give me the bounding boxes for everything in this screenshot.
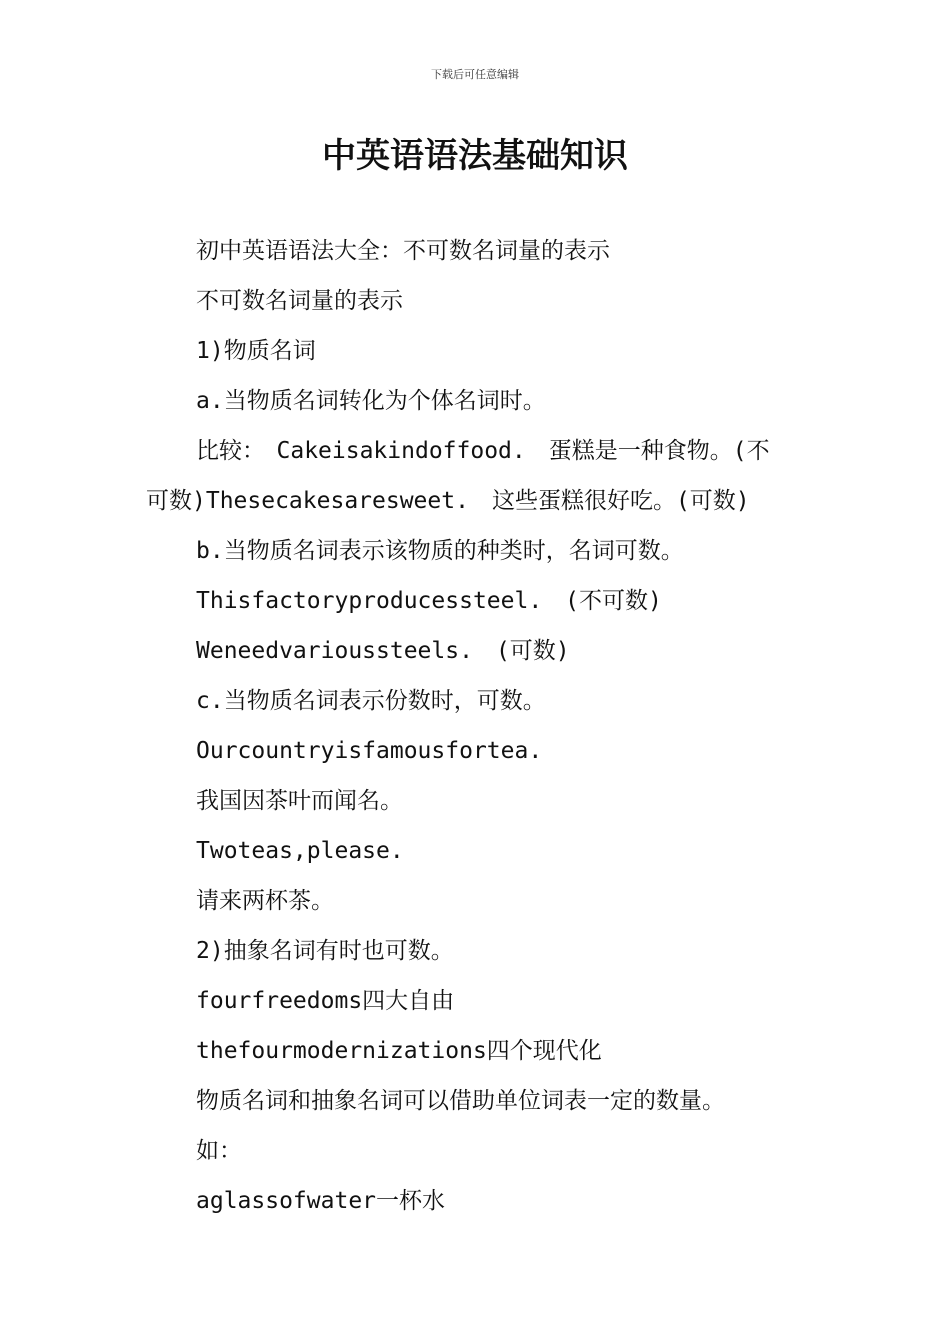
paragraph-line: aglassofwater一杯水 bbox=[196, 1188, 446, 1214]
paragraph-line: 初中英语语法大全：不可数名词量的表示 bbox=[196, 238, 610, 264]
paragraph-line: c.当物质名词表示份数时，可数。 bbox=[196, 688, 546, 714]
document-body bbox=[146, 226, 812, 1226]
paragraph-line: b.当物质名词表示该物质的种类时，名词可数。 bbox=[196, 538, 684, 564]
paragraph-line: Thisfactoryproducessteel. (不可数) bbox=[196, 588, 662, 614]
paragraph-line: 2)抽象名词有时也可数。 bbox=[196, 938, 454, 964]
paragraph-line: a.当物质名词转化为个体名词时。 bbox=[196, 388, 546, 414]
paragraph-line: Weneedvarioussteels. (可数) bbox=[196, 638, 570, 664]
paragraph-line: 请来两杯茶。 bbox=[196, 888, 334, 914]
paragraph-line: Ourcountryisfamousfortea. bbox=[196, 738, 543, 764]
paragraph-line: 可数)Thesecakesaresweet. 这些蛋糕很好吃。(可数) bbox=[146, 488, 750, 514]
paragraph-line: 1)物质名词 bbox=[196, 338, 316, 364]
paragraph-line: 如： bbox=[196, 1138, 242, 1164]
paragraph-line: Twoteas,please. bbox=[196, 838, 404, 864]
paragraph-line: 比较： Cakeisakindoffood. 蛋糕是一种食物。(不 bbox=[196, 438, 770, 464]
paragraph-line: fourfreedoms四大自由 bbox=[196, 988, 455, 1014]
paragraph-line: thefourmodernizations四个现代化 bbox=[196, 1038, 602, 1064]
document-title: 中英语语法基础知识 bbox=[322, 136, 628, 176]
paragraph-line: 物质名词和抽象名词可以借助单位词表一定的数量。 bbox=[196, 1088, 725, 1114]
paragraph-line: 我国因茶叶而闻名。 bbox=[196, 788, 403, 814]
header-note: 下载后可任意编辑 bbox=[431, 68, 519, 81]
paragraph-line: 不可数名词量的表示 bbox=[196, 288, 403, 314]
